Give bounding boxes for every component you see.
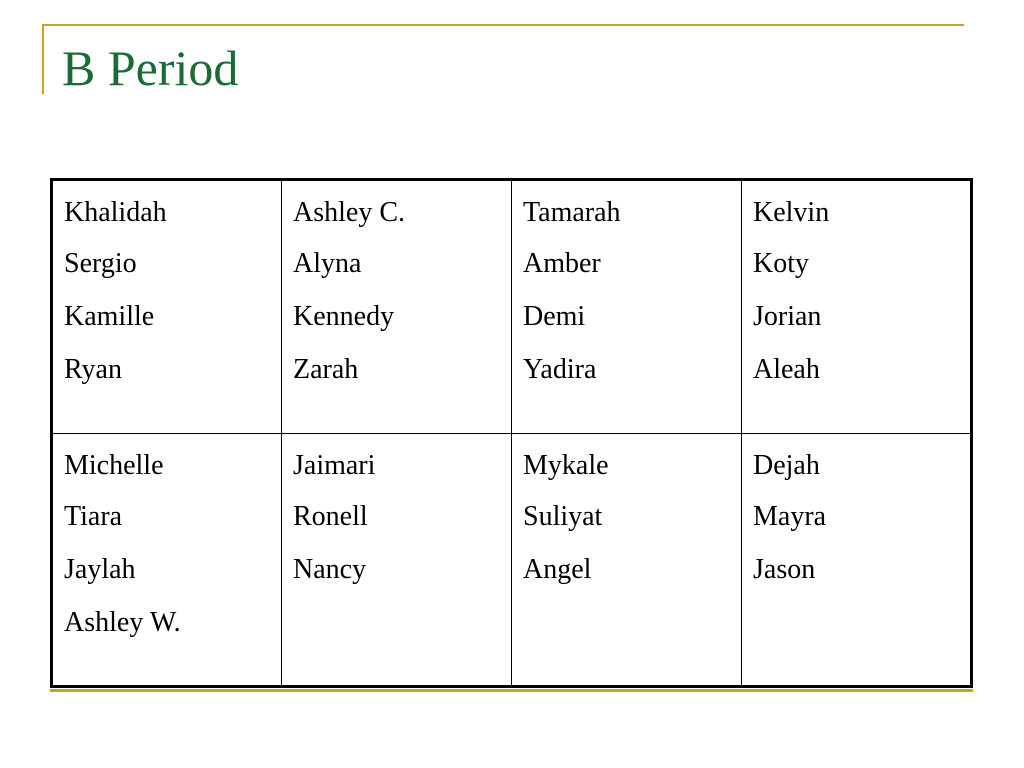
student-name: Ashley W. [64, 606, 181, 638]
student-name: Demi [523, 301, 586, 332]
student-name: Yadira [523, 354, 597, 385]
group-cell [742, 433, 972, 687]
accent-line-top [42, 24, 964, 26]
student-name: Jason [753, 553, 816, 585]
student-name: Kamille [64, 301, 155, 332]
accent-line-bottom [50, 689, 973, 692]
student-name: Ryan [64, 354, 122, 385]
group-cell [52, 180, 282, 434]
student-name: Tiara [64, 500, 123, 532]
student-name: Angel [523, 553, 592, 585]
group-cell [282, 180, 512, 434]
student-name: Aleah [753, 354, 820, 385]
student-name: Ronell [293, 500, 368, 532]
student-name: Sergio [64, 248, 137, 279]
student-name: Ashley C. [293, 197, 405, 228]
student-name: Amber [523, 248, 601, 279]
student-name: Zarah [293, 354, 359, 385]
student-name: Jaimari [293, 449, 376, 481]
slide-title: B Period [62, 40, 239, 96]
student-name: Tamarah [523, 197, 621, 228]
table-row [52, 433, 972, 687]
student-name: Kelvin [753, 197, 830, 228]
group-cell [512, 180, 742, 434]
accent-line-left [42, 24, 44, 94]
student-name: Alyna [293, 248, 362, 279]
student-name: Jaylah [64, 553, 136, 585]
group-cell [512, 433, 742, 687]
group-cell [52, 433, 282, 687]
student-name: Mykale [523, 449, 609, 481]
student-name: Suliyat [523, 500, 603, 532]
student-name: Mayra [753, 500, 827, 532]
table-row [52, 180, 972, 434]
group-cell [742, 180, 972, 434]
student-name: Dejah [753, 449, 820, 481]
group-cell [282, 433, 512, 687]
student-name: Nancy [293, 553, 367, 585]
student-name: Koty [753, 248, 809, 279]
student-name: Jorian [753, 301, 822, 332]
student-name: Khalidah [64, 197, 167, 228]
groups-table [50, 178, 973, 688]
student-name: Michelle [64, 449, 164, 481]
student-name: Kennedy [293, 301, 395, 332]
